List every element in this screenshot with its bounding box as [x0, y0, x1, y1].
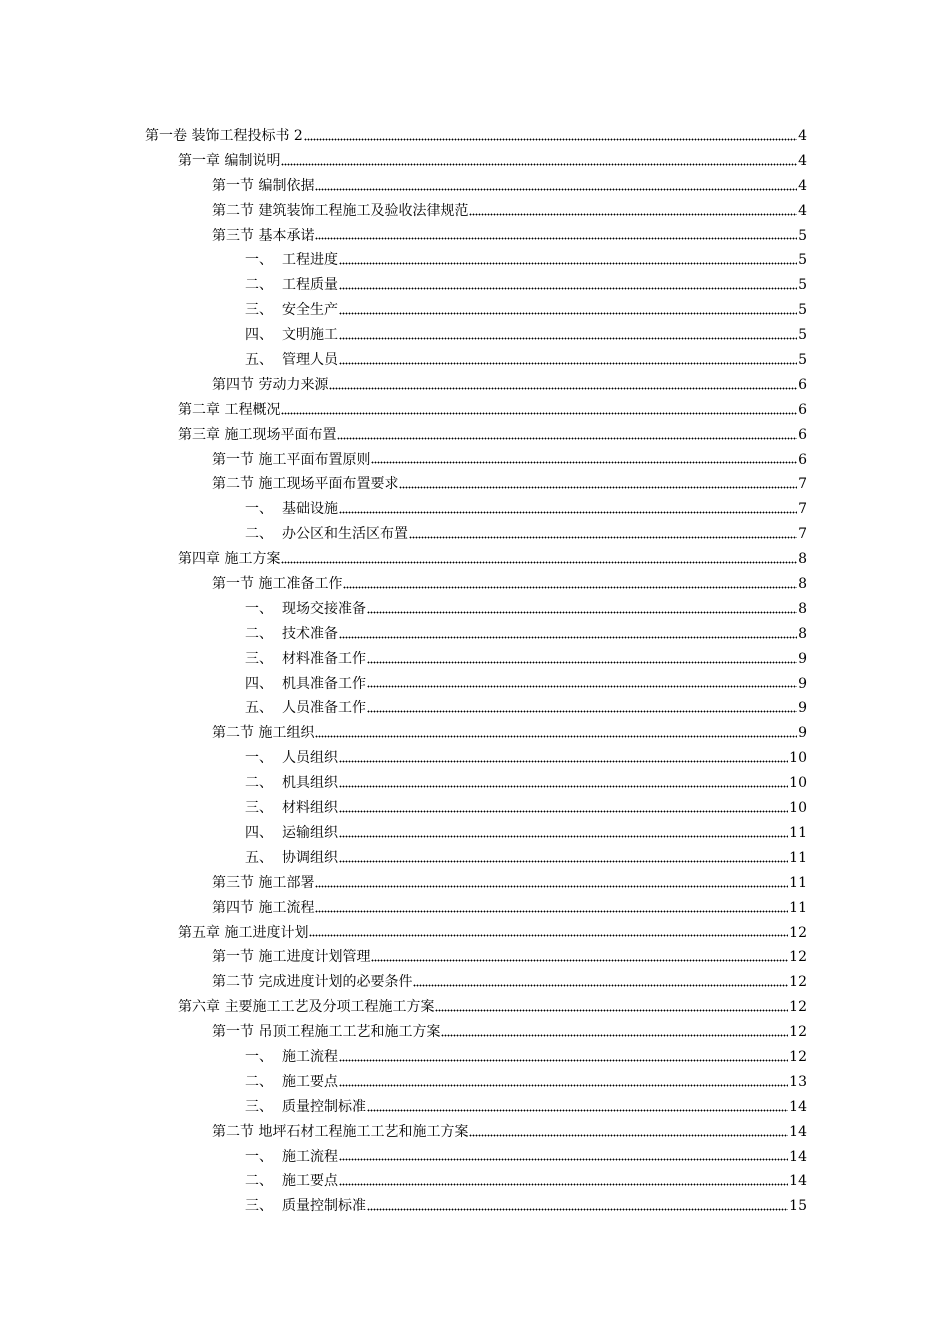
toc-entry[interactable]: [0, 622, 950, 647]
toc-entry-title: 运输组织: [282, 824, 338, 841]
toc-entry[interactable]: [0, 1020, 950, 1045]
toc-page-number: 14: [789, 1123, 807, 1140]
toc-dot-leader: [435, 1005, 788, 1012]
toc-entry-title: 管理人员: [282, 352, 338, 369]
toc-entry-title: 材料组织: [282, 800, 338, 817]
toc-dot-leader: [367, 607, 797, 614]
toc-dot-leader: [339, 756, 788, 763]
toc-page-number: 12: [789, 924, 807, 941]
toc-entry[interactable]: [0, 721, 950, 746]
toc-dot-leader: [337, 433, 797, 440]
toc-page-number: 15: [789, 1198, 807, 1215]
toc-entry-title: 第四章 施工方案: [178, 551, 281, 568]
toc-dot-leader: [339, 856, 788, 863]
toc-entry-title: 第二节 建筑装饰工程施工及验收法律规范: [212, 202, 469, 219]
toc-page-number: 14: [789, 1098, 807, 1115]
toc-entry[interactable]: [0, 174, 950, 199]
toc-entry-number: 二、: [245, 526, 273, 543]
toc-entry-title: 机具组织: [282, 775, 338, 792]
toc-entry-number: 三、: [245, 302, 273, 319]
toc-page-number: 12: [789, 999, 807, 1016]
toc-entry-title: 第一节 吊顶工程施工工艺和施工方案: [212, 1024, 441, 1041]
toc-entry-title: 第一卷 装饰工程投标书 2: [145, 128, 303, 144]
toc-entry-number: 二、: [245, 775, 273, 792]
toc-dot-leader: [339, 258, 797, 265]
toc-entry[interactable]: [0, 597, 950, 622]
toc-entry-title: 机具准备工作: [282, 675, 366, 692]
toc-dot-leader: [315, 881, 788, 888]
toc-entry-title: 人员准备工作: [282, 700, 366, 717]
toc-entry-number: 三、: [245, 1098, 273, 1115]
toc-page-number: 10: [789, 750, 807, 767]
toc-page-number: 8: [798, 625, 807, 642]
toc-entry-title: 协调组织: [282, 849, 338, 866]
toc-dot-leader: [339, 781, 788, 788]
toc-entry-number: 四、: [245, 327, 273, 344]
toc-entry-number: 一、: [245, 1148, 273, 1165]
toc-entry[interactable]: [0, 1070, 950, 1095]
toc-entry-title: 施工流程: [282, 1048, 338, 1065]
toc-page-number: 5: [798, 252, 807, 269]
toc-entry-number: 二、: [245, 1173, 273, 1190]
toc-dot-leader: [469, 209, 797, 216]
toc-entry[interactable]: [0, 348, 950, 373]
toc-entry[interactable]: [0, 1095, 950, 1120]
toc-dot-leader: [371, 457, 797, 464]
toc-entry-title: 第三章 施工现场平面布置: [178, 426, 337, 443]
toc-dot-leader: [367, 706, 797, 713]
toc-entry[interactable]: [0, 821, 950, 846]
toc-dot-leader: [441, 1030, 788, 1037]
toc-dot-leader: [281, 408, 797, 415]
toc-page-number: 14: [789, 1148, 807, 1165]
toc-page-number: 12: [789, 1024, 807, 1041]
toc-entry-number: 四、: [245, 675, 273, 692]
toc-entry[interactable]: [0, 1169, 950, 1194]
toc-page-number: 4: [798, 177, 807, 194]
toc-page-number: 11: [789, 849, 807, 866]
toc-dot-leader: [315, 731, 797, 738]
toc-dot-leader: [343, 582, 797, 589]
toc-entry[interactable]: [0, 472, 950, 497]
toc-entry-title: 工程进度: [282, 252, 338, 269]
toc-entry-title: 第三节 施工部署: [212, 874, 315, 891]
toc-dot-leader: [367, 1105, 788, 1112]
toc-page-number: 4: [798, 202, 807, 219]
toc-entry-title: 第二节 地坪石材工程施工工艺和施工方案: [212, 1123, 469, 1140]
toc-page-number: 12: [789, 974, 807, 991]
toc-dot-leader: [339, 507, 797, 514]
toc-dot-leader: [367, 657, 797, 664]
toc-page-number: 5: [798, 302, 807, 319]
toc-dot-leader: [339, 358, 797, 365]
toc-entry-title: 施工要点: [282, 1173, 338, 1190]
toc-dot-leader: [413, 980, 788, 987]
table-of-contents: [0, 124, 950, 1219]
toc-entry[interactable]: [0, 1120, 950, 1145]
toc-dot-leader: [329, 383, 797, 390]
toc-entry-title: 基础设施: [282, 501, 338, 518]
toc-entry-title: 施工要点: [282, 1073, 338, 1090]
toc-entry-number: 二、: [245, 625, 273, 642]
toc-page-number: 9: [798, 675, 807, 692]
toc-dot-leader: [339, 1080, 788, 1087]
toc-dot-leader: [367, 681, 797, 688]
toc-entry[interactable]: [0, 199, 950, 224]
toc-entry-number: 五、: [245, 849, 273, 866]
toc-entry[interactable]: [0, 796, 950, 821]
toc-page-number: 11: [789, 824, 807, 841]
toc-entry-number: 一、: [245, 600, 273, 617]
toc-entry-number: 三、: [245, 650, 273, 667]
toc-dot-leader: [281, 159, 797, 166]
toc-entry-number: 一、: [245, 1048, 273, 1065]
toc-entry-title: 文明施工: [282, 327, 338, 344]
toc-dot-leader: [469, 1130, 788, 1137]
toc-page-number: 9: [798, 700, 807, 717]
toc-entry-title: 第一节 施工准备工作: [212, 576, 343, 593]
toc-entry[interactable]: [0, 746, 950, 771]
toc-entry-title: 质量控制标准: [282, 1198, 366, 1215]
toc-entry-title: 现场交接准备: [282, 600, 366, 617]
toc-page-number: 11: [789, 874, 807, 891]
toc-entry-title: 办公区和生活区布置: [282, 526, 408, 543]
toc-entry[interactable]: [0, 373, 950, 398]
toc-entry-number: 五、: [245, 700, 273, 717]
toc-entry[interactable]: [0, 497, 950, 522]
toc-entry[interactable]: [0, 696, 950, 721]
toc-entry-title: 工程质量: [282, 277, 338, 294]
toc-page-number: 4: [798, 152, 807, 169]
toc-entry-title: 第一节 施工平面布置原则: [212, 451, 371, 468]
toc-entry[interactable]: [0, 945, 950, 970]
toc-page-number: 13: [789, 1073, 807, 1090]
toc-page-number: 4: [798, 128, 807, 144]
toc-entry-number: 二、: [245, 277, 273, 294]
toc-entry[interactable]: [0, 149, 950, 174]
toc-page-number: 8: [798, 600, 807, 617]
toc-entry-title: 第一节 编制依据: [212, 177, 315, 194]
toc-entry-title: 第六章 主要施工工艺及分项工程施工方案: [178, 999, 435, 1016]
toc-page-number: 10: [789, 775, 807, 792]
toc-page-number: 10: [789, 800, 807, 817]
toc-entry[interactable]: [0, 298, 950, 323]
toc-entry[interactable]: [0, 423, 950, 448]
toc-dot-leader: [339, 806, 788, 813]
toc-page-number: 12: [789, 949, 807, 966]
toc-entry[interactable]: [0, 871, 950, 896]
toc-entry-number: 一、: [245, 750, 273, 767]
toc-entry-title: 施工流程: [282, 1148, 338, 1165]
toc-dot-leader: [281, 557, 797, 564]
toc-entry-title: 第二节 施工组织: [212, 725, 315, 742]
toc-entry[interactable]: [0, 771, 950, 796]
toc-dot-leader: [399, 482, 797, 489]
toc-entry-title: 第五章 施工进度计划: [178, 924, 309, 941]
toc-entry-number: 四、: [245, 824, 273, 841]
toc-entry-number: 五、: [245, 352, 273, 369]
toc-entry[interactable]: [0, 398, 950, 423]
toc-entry[interactable]: [0, 124, 950, 149]
toc-dot-leader: [315, 233, 797, 240]
toc-page-number: 5: [798, 327, 807, 344]
toc-page-number: 9: [798, 650, 807, 667]
toc-page-number: 6: [798, 426, 807, 443]
toc-entry-title: 技术准备: [282, 625, 338, 642]
toc-entry[interactable]: [0, 448, 950, 473]
toc-dot-leader: [339, 1179, 788, 1186]
toc-entry-title: 质量控制标准: [282, 1098, 366, 1115]
toc-page-number: 9: [798, 725, 807, 742]
toc-dot-leader: [339, 283, 797, 290]
toc-dot-leader: [339, 831, 788, 838]
toc-page-number: 11: [789, 899, 807, 916]
toc-entry[interactable]: [0, 846, 950, 871]
toc-entry-title: 第一章 编制说明: [178, 152, 281, 169]
toc-entry[interactable]: [0, 1194, 950, 1219]
toc-entry-title: 第三节 基本承诺: [212, 227, 315, 244]
toc-entry[interactable]: [0, 224, 950, 249]
toc-entry-number: 一、: [245, 501, 273, 518]
toc-dot-leader: [315, 184, 797, 191]
toc-entry[interactable]: [0, 647, 950, 672]
toc-entry[interactable]: [0, 672, 950, 697]
toc-entry-title: 第二节 完成进度计划的必要条件: [212, 974, 413, 991]
toc-entry-title: 第二节 施工现场平面布置要求: [212, 476, 399, 493]
toc-page-number: 7: [798, 501, 807, 518]
toc-entry-number: 三、: [245, 1198, 273, 1215]
toc-dot-leader: [339, 308, 797, 315]
toc-entry[interactable]: [0, 323, 950, 348]
toc-entry-number: 一、: [245, 252, 273, 269]
toc-page-number: 5: [798, 227, 807, 244]
toc-page-number: 5: [798, 277, 807, 294]
toc-entry-number: 二、: [245, 1073, 273, 1090]
toc-dot-leader: [309, 930, 788, 937]
toc-page-number: 8: [798, 576, 807, 593]
toc-entry-number: 三、: [245, 800, 273, 817]
toc-dot-leader: [367, 1204, 788, 1211]
toc-page-number: 6: [798, 376, 807, 393]
toc-dot-leader: [339, 1055, 788, 1062]
toc-entry[interactable]: [0, 1145, 950, 1170]
toc-entry[interactable]: [0, 995, 950, 1020]
toc-dot-leader: [304, 134, 797, 141]
toc-page-number: 14: [789, 1173, 807, 1190]
toc-dot-leader: [409, 532, 797, 539]
toc-entry[interactable]: [0, 970, 950, 995]
toc-entry-title: 材料准备工作: [282, 650, 366, 667]
toc-dot-leader: [371, 955, 788, 962]
toc-page-number: 7: [798, 476, 807, 493]
toc-entry[interactable]: [0, 547, 950, 572]
toc-entry-title: 安全生产: [282, 302, 338, 319]
toc-entry[interactable]: [0, 921, 950, 946]
toc-entry[interactable]: [0, 572, 950, 597]
toc-page-number: 6: [798, 401, 807, 418]
toc-entry-title: 第四节 施工流程: [212, 899, 315, 916]
toc-page-number: 5: [798, 352, 807, 369]
toc-entry-title: 人员组织: [282, 750, 338, 767]
toc-page-number: 8: [798, 551, 807, 568]
toc-entry[interactable]: [0, 522, 950, 547]
toc-entry-title: 第四节 劳动力来源: [212, 376, 329, 393]
toc-page-number: 7: [798, 526, 807, 543]
toc-dot-leader: [339, 1154, 788, 1161]
toc-page-number: 12: [789, 1048, 807, 1065]
toc-entry[interactable]: [0, 273, 950, 298]
toc-entry[interactable]: [0, 896, 950, 921]
toc-dot-leader: [315, 906, 788, 913]
toc-entry-title: 第二章 工程概况: [178, 401, 281, 418]
toc-entry[interactable]: [0, 1045, 950, 1070]
toc-dot-leader: [339, 333, 797, 340]
toc-dot-leader: [339, 632, 797, 639]
toc-page-number: 6: [798, 451, 807, 468]
toc-entry-title: 第一节 施工进度计划管理: [212, 949, 371, 966]
toc-entry[interactable]: [0, 248, 950, 273]
